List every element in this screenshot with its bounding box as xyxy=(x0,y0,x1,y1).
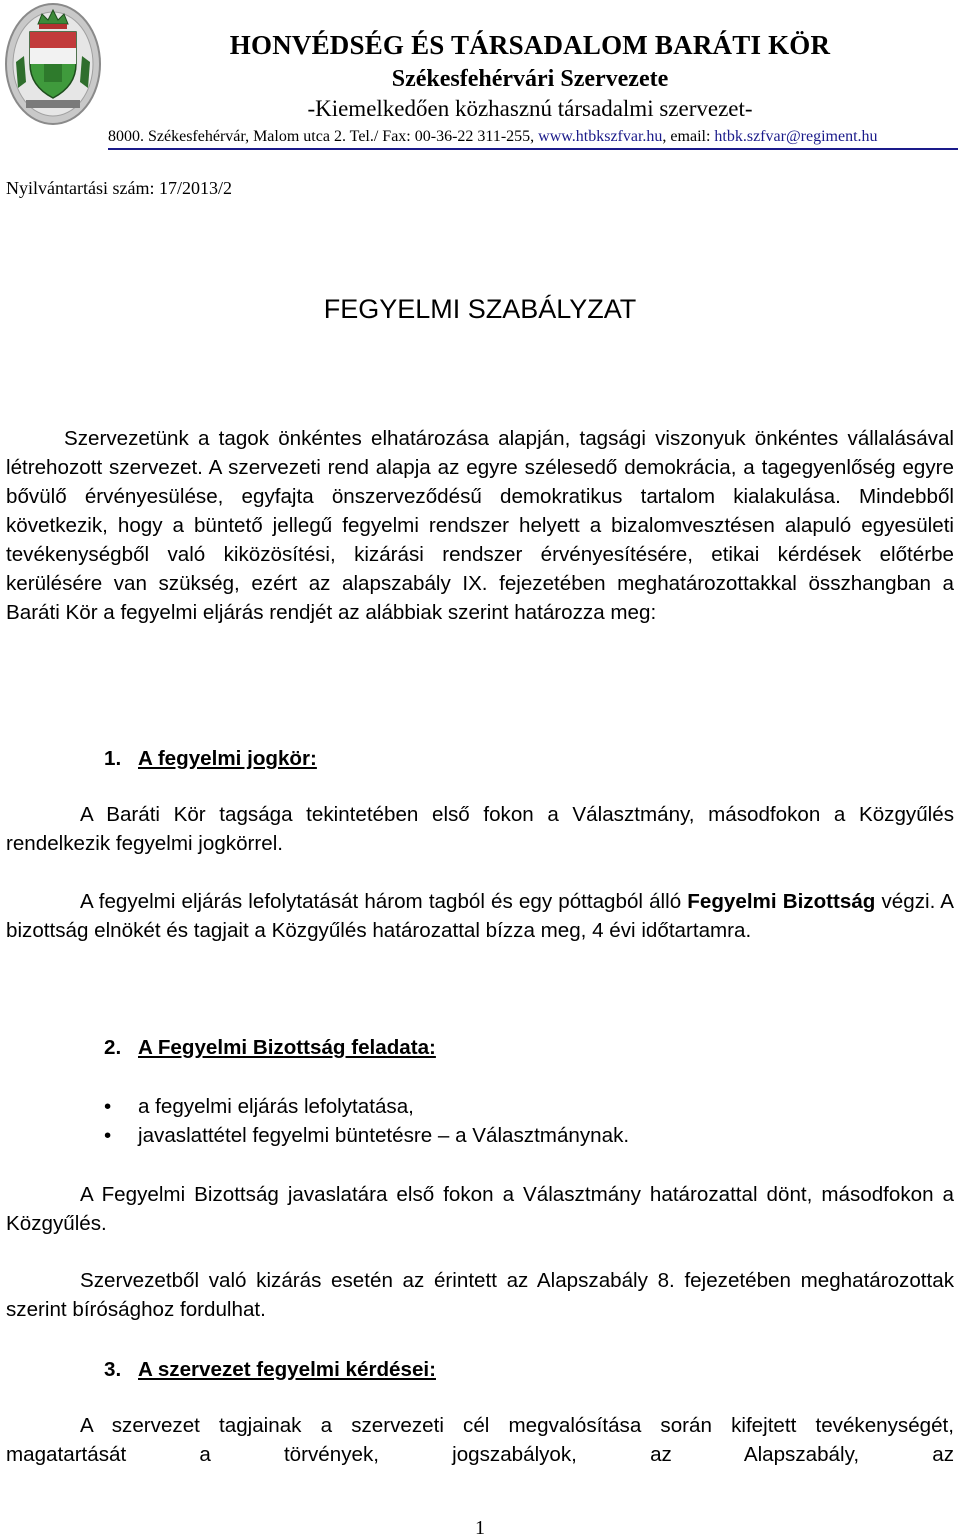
email-link[interactable]: htbk.szfvar@regiment.hu xyxy=(714,128,878,145)
paragraph-text: A fegyelmi eljárás lefolytatását három tagból és egy póttagból álló xyxy=(80,890,688,913)
section-2-paragraph-1: A Fegyelmi Bizottság javaslatára első fokon a Választmány határozattal dönt, másodfokon a Közgyűlés. xyxy=(6,1183,954,1235)
section-1-paragraph-1: A Baráti Kör tagsága tekintetében első fokon a Választmány, másodfokon a Közgyűlés rendelkezik fegyelmi jogkörrel. xyxy=(6,803,954,855)
section-3-heading xyxy=(104,1355,436,1384)
bullet-dot-icon: • xyxy=(104,1124,112,1147)
section-title: A Fegyelmi Bizottság feladata: xyxy=(138,1036,436,1059)
bullet-item xyxy=(104,1121,629,1150)
contact-separator: , email: xyxy=(662,128,715,145)
section-1-paragraph-2 xyxy=(6,887,954,945)
website-link[interactable]: www.htbkszfvar.hu xyxy=(538,128,663,145)
registration-number: Nyilvántartási szám: 17/2013/2 xyxy=(6,178,232,198)
section-3-paragraph-1: A szervezet tagjainak a szervezeti cél megvalósítása során kifejtett tevékenységét, magatartását a törvények, jogszabályok, az Alapszabály, az xyxy=(6,1414,954,1466)
paragraph-text: végzi. A bizottság elnökét és tagjait a Közgyűlés határozattal bízza meg, 4 évi időtartamra. xyxy=(6,890,955,942)
section-title: A fegyelmi jogkör: xyxy=(138,747,317,770)
contact-line xyxy=(108,127,958,150)
intro-paragraph: Szervezetünk a tagok önkéntes elhatározása alapján, tagsági viszonyuk önkéntes vállalásával létrehozott szervezet. A szervezeti rend alapja az egyre szélesedő demokrácia, a tagegyenlőség egyre bővülő érvényesülése, egyfajta önszerveződésű demokratikus tartalom kialakulása. Mindebből következik, hogy a büntető jellegű fegyelmi rendszer helyett a bizalomvesztésen alapuló egyesületi tevékenységből való kiközösítési, kizárási rendszer érvényesítésére, etikai kérdések előtérbe kerülésére van szükség, ezért az alapszabály IX. fejezetében meghatározottakkal összhangban a Baráti Kör a fegyelmi eljárás rendjét az alábbiak szerint határozza meg: xyxy=(6,427,954,624)
organization-status: -Kiemelkedően közhasznú társadalmi szervezet- xyxy=(307,96,753,121)
page-number: 1 xyxy=(475,1517,485,1539)
bullet-item xyxy=(104,1092,414,1121)
section-1-heading xyxy=(104,744,317,773)
paragraph-bold-text: Fegyelmi Bizottság xyxy=(687,890,876,913)
section-2-heading xyxy=(104,1033,436,1062)
section-2-paragraph-2: Szervezetből való kizárás esetén az érintett az Alapszabály 8. fejezetében meghatározottak szerint bírósághoz fordulhat. xyxy=(6,1269,954,1321)
section-title: A szervezet fegyelmi kérdései: xyxy=(138,1358,436,1381)
section-number: 3. xyxy=(104,1358,122,1381)
section-number: 2. xyxy=(104,1036,122,1059)
section-number: 1. xyxy=(104,747,122,770)
bullet-text: javaslattétel fegyelmi büntetésre – a Választmánynak. xyxy=(138,1124,630,1147)
document-title: FEGYELMI SZABÁLYZAT xyxy=(323,294,637,324)
organization-branch: Székesfehérvári Szervezete xyxy=(391,66,669,92)
bullet-text: a fegyelmi eljárás lefolytatása, xyxy=(138,1095,414,1118)
organization-name: HONVÉDSÉG ÉS TÁRSADALOM BARÁTI KÖR xyxy=(229,30,831,60)
organization-logo xyxy=(4,2,102,126)
contact-address: 8000. Székesfehérvár, Malom utca 2. Tel./ Fax: 00-36-22 311-255, xyxy=(108,128,539,145)
bullet-dot-icon: • xyxy=(104,1095,112,1118)
